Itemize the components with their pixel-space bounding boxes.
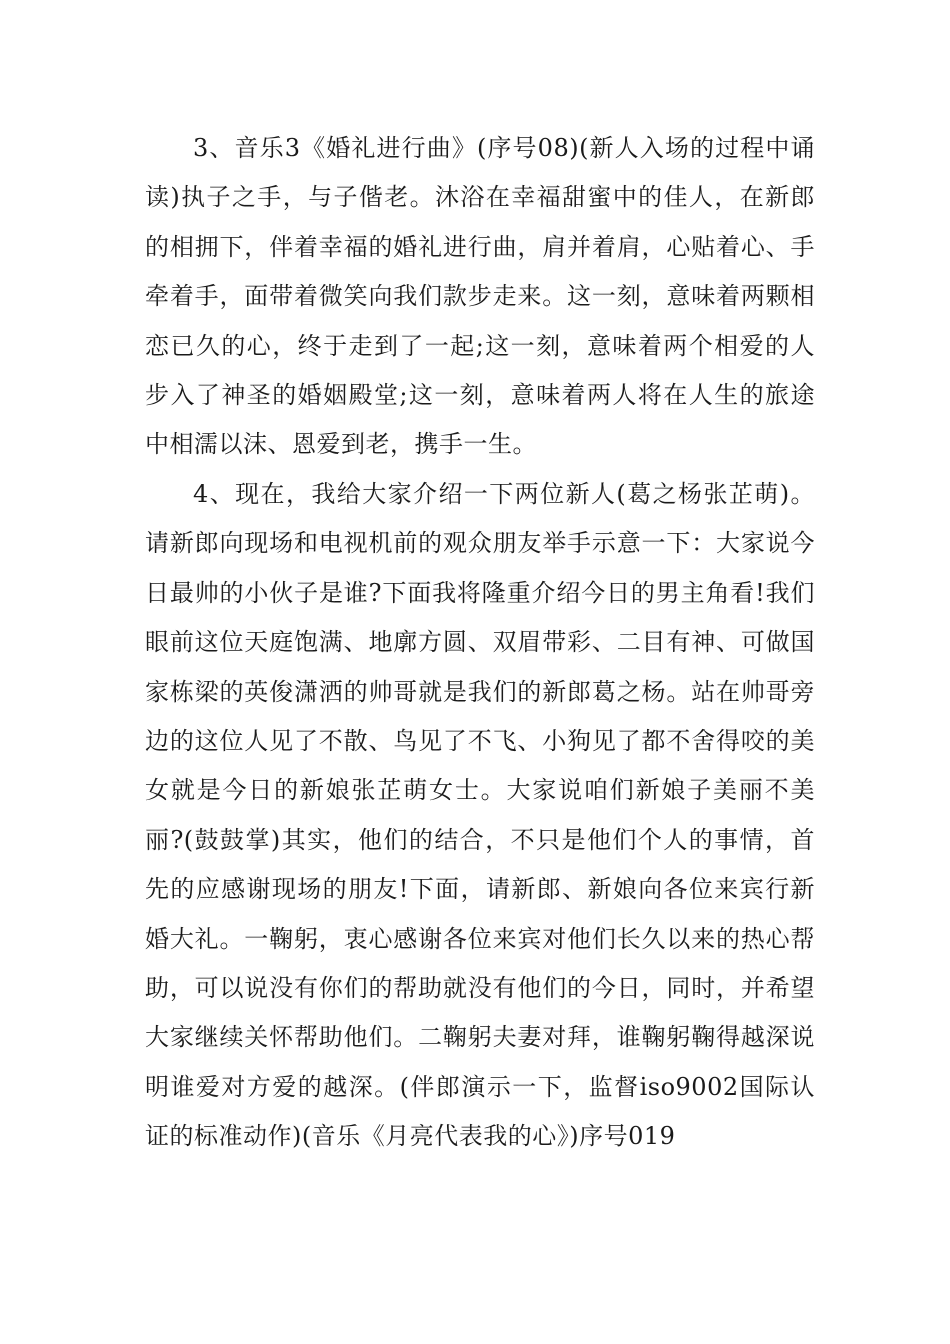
paragraph-4-introduction: 4、现在，我给大家介绍一下两位新人(葛之杨张芷萌)。请新郎向现场和电视机前的观众朋友举手示意一下：大家说今日最帅的小伙子是谁?下面我将隆重介绍今日的男主角看!我们眼前这位天庭饱满、地廓方圆、双眉带彩、二目有神、可做国家栋梁的英俊潇洒的帅哥就是我们的新郎葛之杨。站在帅哥旁边的这位人见了不散、鸟见了不飞、小狗见了都不舍得咬的美女就是今日的新娘张芷萌女士。大家说咱们新娘子美丽不美丽?(鼓鼓掌)其实，他们的结合，不只是他们个人的事情，首先的应感谢现场的朋友!下面，请新郎、新娘向各位来宾行新婚大礼。一鞠躬，衷心感谢各位来宾对他们长久以来的热心帮助，可以说没有你们的帮助就没有他们的今日，同时，并希望大家继续关怀帮助他们。二鞠躬夫妻对拜，谁鞠躬鞠得越深说明谁爱对方爱的越深。(伴郎演示一下，监督iso9002国际认证的标准动作)(音乐《月亮代表我的心》)序号019: [145, 480, 815, 1151]
paragraph-3-wedding-march: 3、音乐3《婚礼进行曲》(序号08)(新人入场的过程中诵读)执子之手，与子偕老。沐浴在幸福甜蜜中的佳人，在新郎的相拥下，伴着幸福的婚礼进行曲，肩并着肩，心贴着心、手牵着手，面带着微笑向我们款步走来。这一刻，意味着两颗相恋已久的心，终于走到了一起;这一刻，意味着两个相爱的人步入了神圣的婚姻殿堂;这一刻，意味着两人将在人生的旅途中相濡以沫、恩爱到老，携手一生。: [145, 134, 815, 459]
